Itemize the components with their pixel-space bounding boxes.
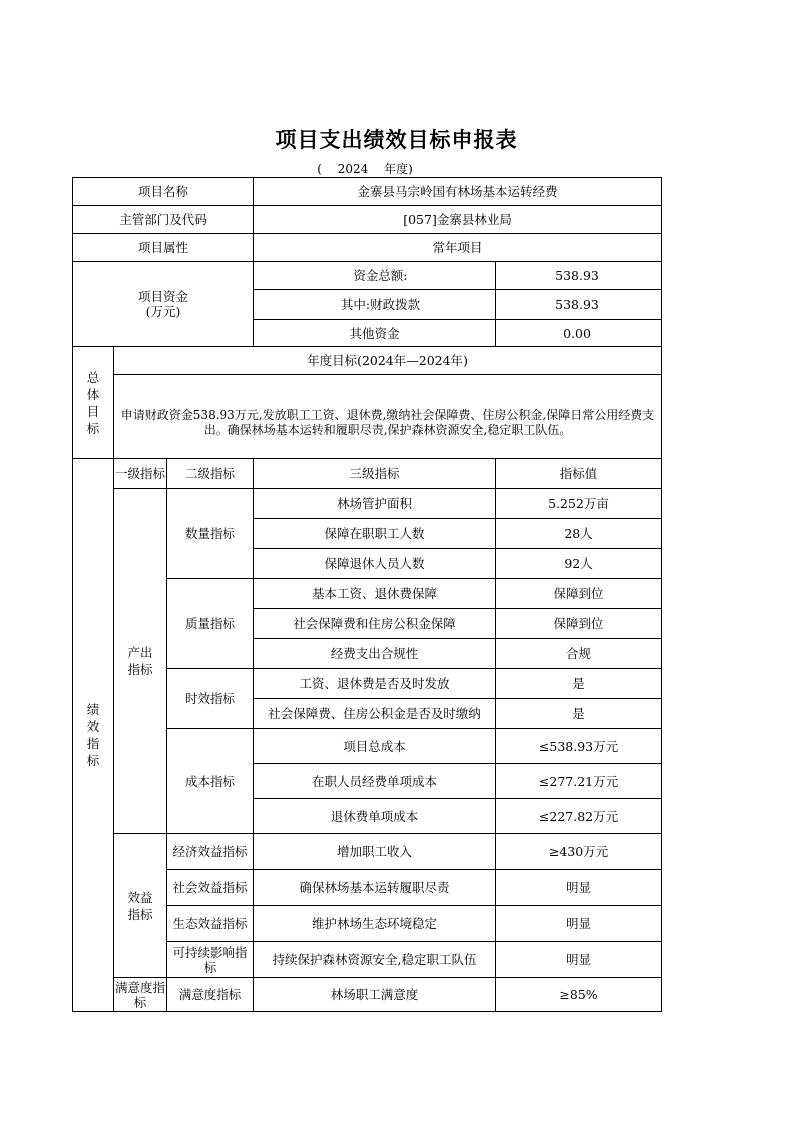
sustain-label: 可持续影响指标	[167, 942, 254, 978]
year-suffix: 年度)	[384, 162, 413, 176]
satisfaction-label: 满意度指标	[114, 979, 165, 1010]
benefit-label: 效益指标	[127, 889, 153, 922]
fund-fiscal-value: 538.93	[496, 290, 662, 320]
m1-name: 林场职工满意度	[254, 978, 496, 1012]
table-row	[73, 347, 662, 375]
k1-name: 持续保护森林资源安全,稳定职工队伍	[254, 942, 496, 978]
fund-total-value: 538.93	[496, 262, 662, 290]
fund-label-cell	[73, 262, 254, 347]
c2-value: ≤277.21万元	[496, 764, 662, 799]
table-row	[73, 178, 662, 206]
t2-name: 社会保障费、住房公积金是否及时缴纳	[254, 699, 496, 729]
c3-name: 退休费单项成本	[254, 799, 496, 834]
cost-label: 成本指标	[167, 729, 254, 834]
ql3-name: 经费支出合规性	[254, 639, 496, 669]
performance-table	[72, 177, 662, 1012]
economic-label: 经济效益指标	[167, 834, 254, 870]
goal-side-label-cell	[73, 347, 114, 459]
table-row	[73, 375, 662, 459]
project-name-label: 项目名称	[73, 178, 254, 206]
c3-value: ≤227.82万元	[496, 799, 662, 834]
t1-name: 工资、退休费是否及时发放	[254, 669, 496, 699]
g1-name: 维护林场生态环境稳定	[254, 906, 496, 942]
table-row	[73, 206, 662, 234]
project-name-value: 金寨县马宗岭国有林场基本运转经费	[254, 178, 662, 206]
output-label-cell	[114, 489, 167, 834]
ql2-value: 保障到位	[496, 609, 662, 639]
s1-name: 确保林场基本运转履职尽责	[254, 870, 496, 906]
e1-name: 增加职工收入	[254, 834, 496, 870]
goal-text: 申请财政资金538.93万元,发放职工工资、退休费,缴纳社会保障费、住房公积金,保障日常公用经费支出。确保林场基本运转和履职尽责,保护森林资源安全,稳定职工队伍。	[114, 375, 662, 459]
page-title: 项目支出绩效目标申报表	[275, 128, 518, 152]
e1-value: ≥430万元	[496, 834, 662, 870]
s1-value: 明显	[496, 870, 662, 906]
dept-label: 主管部门及代码	[73, 206, 254, 234]
output-label: 产出指标	[127, 645, 153, 677]
header-value: 指标值	[496, 459, 662, 489]
year-value: 2024	[337, 162, 369, 176]
q1-value: 5.252万亩	[496, 489, 662, 519]
t1-value: 是	[496, 669, 662, 699]
g1-value: 明显	[496, 906, 662, 942]
table-row	[73, 234, 662, 262]
fund-label: 项目资金	[138, 289, 189, 304]
ql2-name: 社会保障费和住房公积金保障	[254, 609, 496, 639]
ql3-value: 合规	[496, 639, 662, 669]
goal-side-label: 总体目标	[86, 369, 100, 436]
ql1-value: 保障到位	[496, 579, 662, 609]
table-row	[73, 459, 662, 489]
table-row	[73, 834, 662, 870]
table-row	[73, 978, 662, 1012]
dept-value: [057]金寨县林业局	[254, 206, 662, 234]
header-level3: 三级指标	[254, 459, 496, 489]
ql1-name: 基本工资、退休费保障	[254, 579, 496, 609]
year-paren-open: (	[317, 162, 322, 176]
table-row	[73, 262, 662, 290]
attr-label: 项目属性	[73, 234, 254, 262]
q2-value: 28人	[496, 519, 662, 549]
fund-fiscal-label: 其中:财政拨款	[254, 290, 496, 320]
c1-value: ≤538.93万元	[496, 729, 662, 764]
ecology-label: 生态效益指标	[167, 906, 254, 942]
header-level2: 二级指标	[167, 459, 254, 489]
quantity-label: 数量指标	[167, 489, 254, 579]
attr-value: 常年项目	[254, 234, 662, 262]
c1-name: 项目总成本	[254, 729, 496, 764]
table-row	[73, 489, 662, 519]
quality-label: 质量指标	[167, 579, 254, 669]
t2-value: 是	[496, 699, 662, 729]
fund-other-label: 其他资金	[254, 320, 496, 347]
benefit-label-cell	[114, 834, 167, 978]
perf-side-label: 绩效指标	[86, 702, 100, 768]
timeliness-label: 时效指标	[167, 669, 254, 729]
year-line	[0, 160, 730, 177]
k1-value: 明显	[496, 942, 662, 978]
q2-name: 保障在职职工人数	[254, 519, 496, 549]
m1-value: ≥85%	[496, 978, 662, 1012]
fund-total-label: 资金总额:	[254, 262, 496, 290]
perf-side-label-cell	[73, 459, 114, 1012]
social-label: 社会效益指标	[167, 870, 254, 906]
goal-header: 年度目标(2024年—2024年)	[114, 347, 662, 375]
q3-value: 92人	[496, 549, 662, 579]
q3-name: 保障退休人员人数	[254, 549, 496, 579]
fund-other-value: 0.00	[496, 320, 662, 347]
c2-name: 在职人员经费单项成本	[254, 764, 496, 799]
fund-unit: (万元)	[145, 304, 181, 319]
satisfaction-sub-label: 满意度指标	[167, 978, 254, 1012]
q1-name: 林场管护面积	[254, 489, 496, 519]
header-level1: 一级指标	[114, 459, 167, 489]
